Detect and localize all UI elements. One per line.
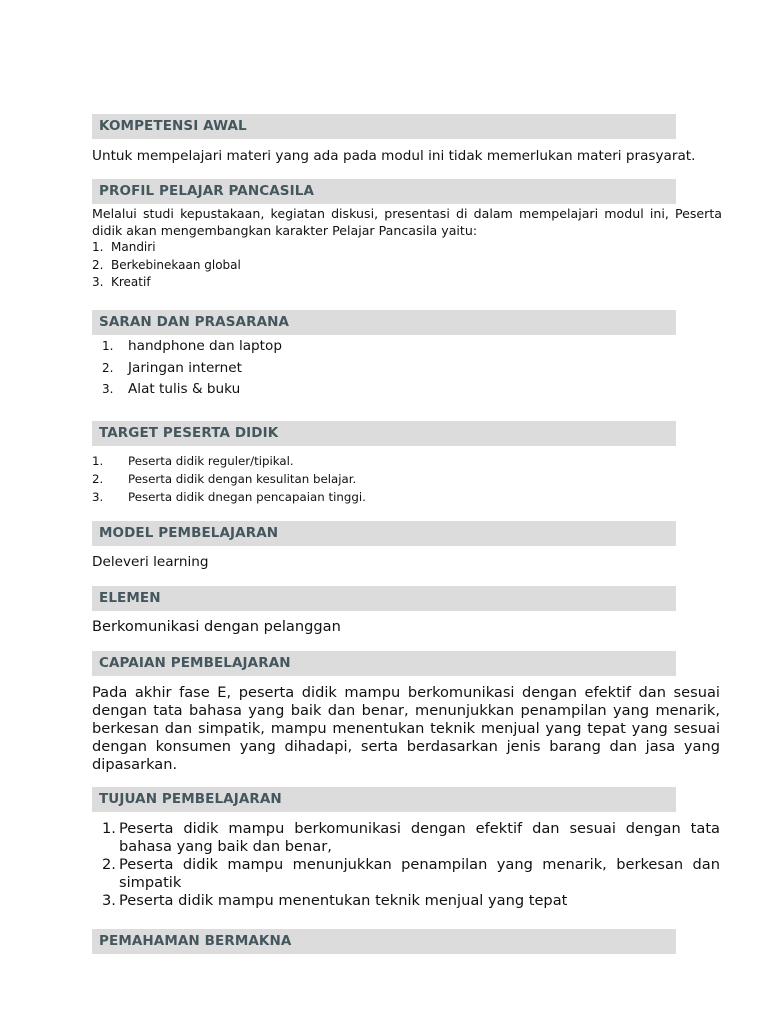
- section-heading-pemahaman-bermakna: PEMAHAMAN BERMAKNA: [92, 929, 676, 954]
- list-item: 1. handphone dan laptop: [102, 338, 282, 354]
- saran-prasarana-list: [92, 336, 722, 401]
- section-heading-capaian-pembelajaran: CAPAIAN PEMBELAJARAN: [92, 651, 676, 676]
- section-heading-profil-pelajar-pancasila: PROFIL PELAJAR PANCASILA: [92, 179, 676, 204]
- kompetensi-awal-text: Untuk mempelajari materi yang ada pada modul ini tidak memerlukan materi prasyarat.: [92, 148, 696, 164]
- section-heading-target-peserta-didik: TARGET PESERTA DIDIK: [92, 421, 676, 446]
- section-heading-kompetensi-awal: KOMPETENSI AWAL: [92, 114, 676, 139]
- target-peserta-list: [92, 452, 722, 506]
- section-heading-model-pembelajaran: MODEL PEMBELAJARAN: [92, 521, 676, 546]
- list-item: 1. Peserta didik reguler/tipikal.: [92, 454, 294, 468]
- capaian-pembelajaran-paragraph: Pada akhir fase E, peserta didik mampu berkomunikasi dengan efektif dan sesuai dengan tata bahasa yang baik dan benar, menunjukkan penampilan yang menarik, berkesan dan simpatik, mampu menentukan teknik menjual yang tepat yang sesuai dengan konsumen yang dihadapi, serta berdasarkan jenis barang dan jasa yang dipasarkan.: [92, 684, 720, 773]
- list-item: 1. Peserta didik mampu berkomunikasi dengan efektif dan sesuai dengan tata bahasa yang baik dan benar,: [102, 820, 720, 855]
- profil-pelajar-paragraph: Melalui studi kepustakaan, kegiatan diskusi, presentasi di dalam mempelajari modul ini, Peserta didik akan mengembangkan karakter Pelajar Pancasila yaitu:: [92, 206, 722, 238]
- list-item: 2. Berkebinekaan global: [92, 257, 241, 272]
- list-item: 3. Peserta didik dnegan pencapaian tinggi.: [92, 490, 366, 504]
- section-heading-elemen: ELEMEN: [92, 586, 676, 611]
- tujuan-pembelajaran-list: [92, 820, 720, 910]
- section-heading-tujuan-pembelajaran: TUJUAN PEMBELAJARAN: [92, 787, 676, 812]
- list-item: 2. Peserta didik dengan kesulitan belajar.: [92, 472, 357, 486]
- elemen-text: Berkomunikasi dengan pelanggan: [92, 618, 341, 635]
- list-item: 3. Kreatif: [92, 275, 151, 289]
- list-item: 1. Mandiri: [92, 240, 156, 254]
- section-heading-saran-dan-prasarana: SARAN DAN PRASARANA: [92, 310, 676, 335]
- profil-pelajar-list: [92, 239, 722, 292]
- list-item: 3. Peserta didik mampu menentukan teknik menjual yang tepat: [102, 892, 568, 909]
- list-item: 2. Jaringan internet: [102, 359, 242, 376]
- model-pembelajaran-text: Deleveri learning: [92, 554, 209, 570]
- list-item: 2. Peserta didik mampu menunjukkan penampilan yang menarik, berkesan dan simpatik: [102, 856, 720, 891]
- list-item: 3. Alat tulis & buku: [102, 381, 241, 397]
